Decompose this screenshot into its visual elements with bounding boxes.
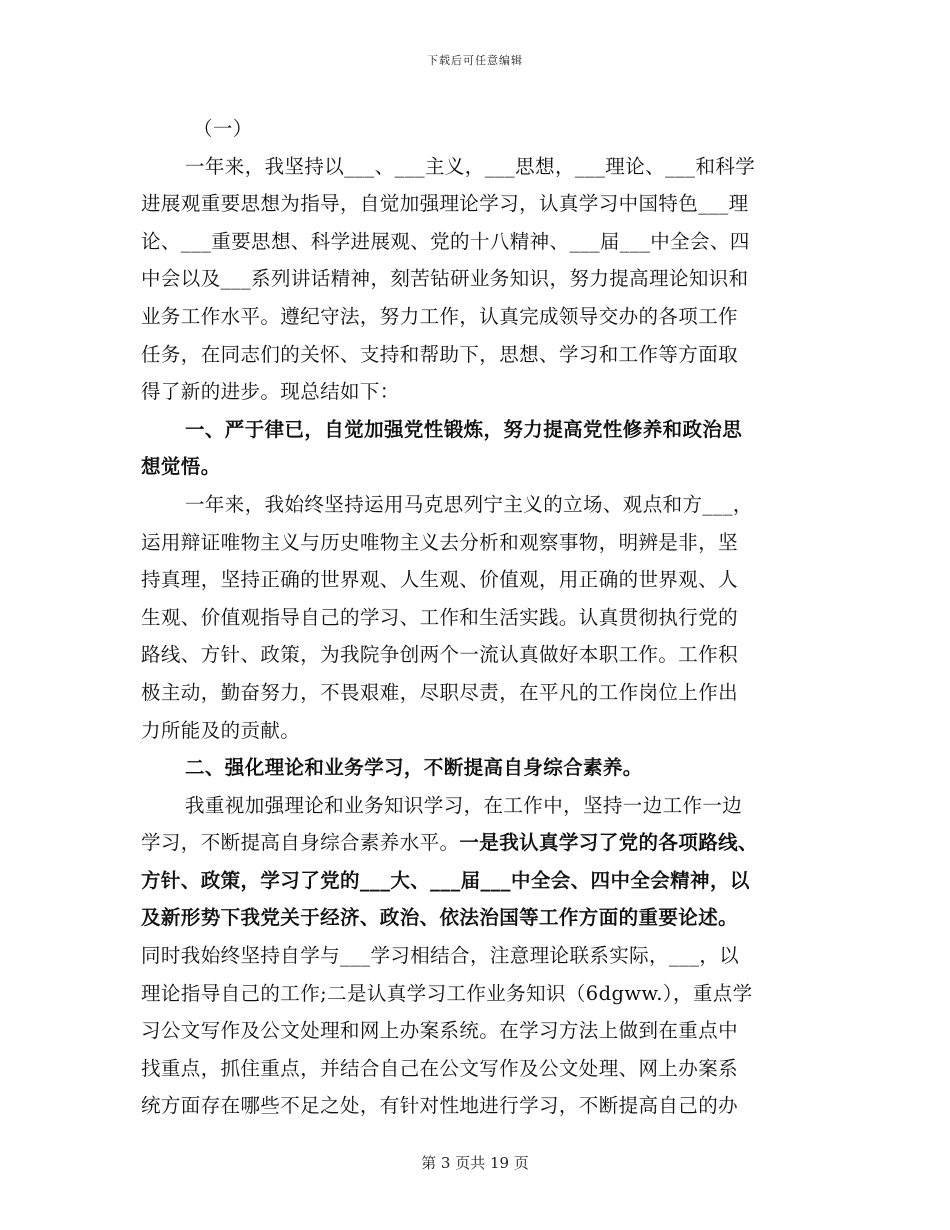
- page-header: 下载后可任意编辑: [427, 54, 523, 67]
- text-line: 力所能及的贡献。: [141, 718, 301, 742]
- text-line: 得了新的进步。现总结如下：: [141, 380, 400, 404]
- text-line: 及新形势下我党关于经济、政治、依法治国等工作方面的重要论述。: [141, 906, 739, 930]
- text-line: 习公文写作及公文处理和网上办案系统。在学习方法上做到在重点中: [141, 1019, 739, 1043]
- text-line: 我重视加强理论和业务知识学习，在工作中，坚持一边工作一边: [185, 793, 743, 817]
- text-line: 方针、政策，学习了党的___大、___届___中全会、四中全会精神，以: [141, 868, 750, 892]
- text-line: 业务工作水平。遵纪守法，努力工作，认真完成领导交办的各项工作: [141, 304, 739, 328]
- page-number: 第 3 页共 19 页: [421, 1154, 529, 1172]
- bold-text-segment: 一是我认真学习了党的各项路线、: [459, 831, 758, 855]
- text-line: 理论指导自己的工作;二是认真学习工作业务知识（6dgww.），重点学: [141, 981, 753, 1005]
- text-line: 中会以及___系列讲话精神，刻苦钻研业务知识，努力提高理论知识和: [141, 267, 749, 291]
- text-line: 同时我始终坚持自学与___学习相结合，注意理论联系实际，___，以: [141, 944, 740, 968]
- text-line: （一）: [193, 117, 253, 140]
- text-line: 运用辩证唯物主义与历史唯物主义去分析和观察事物，明辨是非，坚: [141, 530, 739, 554]
- text-line: 统方面存在哪些不足之处，有针对性地进行学习，不断提高自己的办: [141, 1094, 739, 1118]
- text-line: 一、严于律已，自觉加强党性锻炼，努力提高党性修养和政治思: [185, 417, 743, 441]
- text-line: 任务，在同志们的关怀、支持和帮助下，思想、学习和工作等方面取: [141, 342, 739, 366]
- text-line: 持真理，坚持正确的世界观、人生观、价值观，用正确的世界观、人: [141, 568, 739, 592]
- text-line: 进展观重要思想为指导，自觉加强理论学习，认真学习中国特色___理: [141, 192, 749, 216]
- text-line: 路线、方针、政策，为我院争创两个一流认真做好本职工作。工作积: [141, 643, 739, 667]
- text-line: 一年来，我坚持以___、___主义，___思想，___理论、___和科学: [185, 154, 756, 178]
- text-line: 极主动，勤奋努力，不畏艰难，尽职尽责，在平凡的工作岗位上作出: [141, 680, 739, 704]
- document-body: [141, 110, 809, 1125]
- text-line: 一年来，我始终坚持运用马克思列宁主义的立场、观点和方___，: [185, 492, 753, 516]
- text-line: 二、强化理论和业务学习，不断提高自身综合素养。: [185, 756, 643, 780]
- text-line: 论、___重要思想、科学进展观、党的十八精神、___届___中全会、四: [141, 229, 750, 253]
- text-line: 找重点，抓住重点，并结合自己在公文写作及公文处理、网上办案系: [141, 1056, 739, 1080]
- text-line: 想觉悟。: [141, 455, 221, 479]
- text-line: 生观、价值观指导自己的学习、工作和生活实践。认真贯彻执行党的: [141, 605, 739, 629]
- text-segment: 学习，不断提高自身综合素养水平。: [141, 831, 460, 855]
- text-line: [141, 824, 809, 862]
